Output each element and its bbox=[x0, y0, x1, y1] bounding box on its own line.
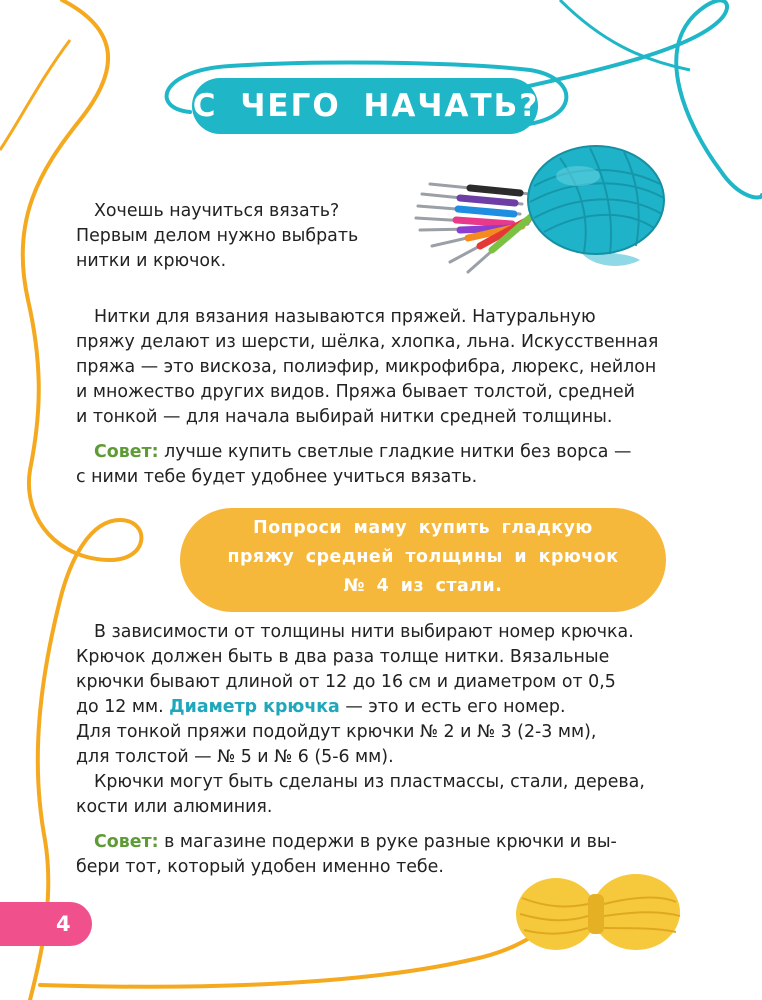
tip-text: бери тот, который удобен именно тебе. bbox=[76, 857, 444, 877]
yarn-line: пряжу делают из шерсти, шёлка, хлопка, льна. Искусственная bbox=[76, 332, 659, 352]
hook-line: Для тонкой пряжи подойдут крючки № 2 и № 3 (2-3 мм), bbox=[76, 722, 597, 742]
tip-label: Совет: bbox=[94, 442, 159, 462]
hook-text: до 12 мм. bbox=[76, 697, 170, 717]
yarn-line: и множество других видов. Пряжа бывает толстой, средней bbox=[76, 382, 635, 402]
tip-label: Совет: bbox=[94, 832, 159, 852]
hook-line: для толстой — № 5 и № 6 (5-6 мм). bbox=[76, 747, 394, 767]
hook-text: — это и есть его номер. bbox=[339, 697, 566, 717]
page-number: 4 bbox=[56, 912, 71, 936]
yarn-line: пряжа — это вискоза, полиэфир, микрофибра, люрекс, нейлон bbox=[76, 357, 657, 377]
orange-strand-top bbox=[0, 40, 70, 150]
tip-text: в магазине подержи в руке разные крючки и вы- bbox=[158, 832, 617, 852]
callout-line: пряжу средней толщины и крючок bbox=[227, 547, 619, 567]
callout-text bbox=[180, 514, 666, 601]
yellow-yarn-skein bbox=[508, 868, 684, 958]
crochet-hooks-illustration bbox=[410, 176, 538, 276]
intro-paragraph bbox=[76, 199, 358, 274]
hook-line: крючки бывают длиной от 12 до 16 см и диаметром от 0,5 bbox=[76, 672, 616, 692]
intro-line: нитки и крючок. bbox=[76, 251, 227, 271]
yarn-line: и тонкой — для начала выбирай нитки средней толщины. bbox=[76, 407, 613, 427]
intro-line: Первым делом нужно выбрать bbox=[76, 226, 359, 246]
materials-line: кости или алюминия. bbox=[76, 797, 273, 817]
callout-line: Попроси маму купить гладкую bbox=[253, 518, 593, 538]
hook-diameter-term: Диаметр крючка bbox=[169, 697, 340, 717]
callout-line: № 4 из стали. bbox=[343, 576, 503, 596]
hook-line: Крючок должен быть в два раза толще нитки. Вязальные bbox=[76, 647, 610, 667]
tip-text: с ними тебе будет удобнее учиться вязать. bbox=[76, 467, 478, 487]
yarn-line: Нитки для вязания называются пряжей. Натуральную bbox=[94, 307, 596, 327]
materials-line: Крючки могут быть сделаны из пластмассы, стали, дерева, bbox=[94, 772, 645, 792]
orange-strand-bottom bbox=[40, 920, 560, 987]
yarn-paragraph bbox=[76, 305, 658, 430]
page-title: С ЧЕГО НАЧАТЬ? bbox=[192, 88, 540, 124]
teal-yarn-ball bbox=[520, 136, 672, 272]
tip-paragraph bbox=[76, 440, 631, 490]
hook-paragraph bbox=[76, 620, 634, 770]
materials-paragraph bbox=[76, 770, 645, 820]
tip-text: лучше купить светлые гладкие нитки без ворса — bbox=[158, 442, 632, 462]
title-badge bbox=[178, 72, 554, 142]
intro-line: Хочешь научиться вязать? bbox=[94, 201, 340, 221]
hook-line: В зависимости от толщины нити выбирают номер крючка. bbox=[94, 622, 634, 642]
teal-strand-top bbox=[560, 0, 690, 70]
